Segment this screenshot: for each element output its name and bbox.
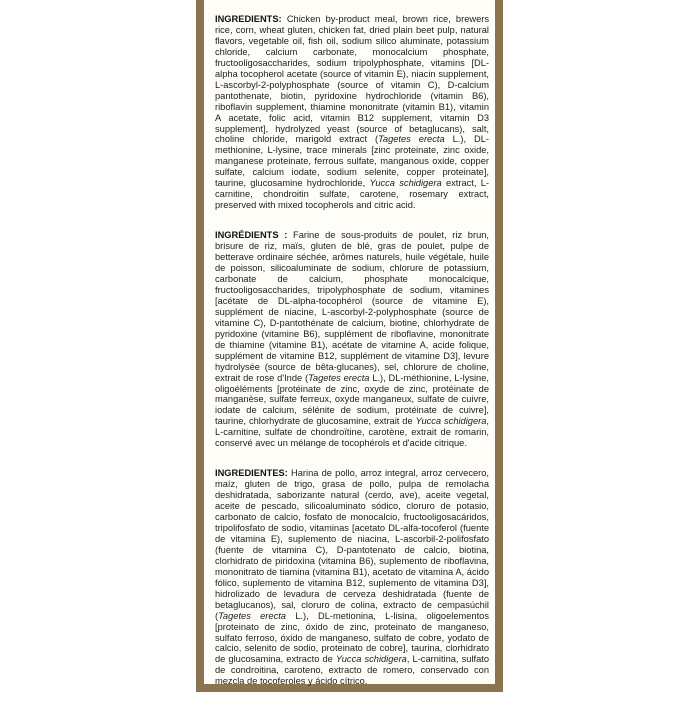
scientific-name: Yucca schidigera — [415, 416, 487, 427]
ingredient-text: Harina de pollo, arroz integral, arroz cervecero, maíz, gluten de trigo, grasa de pollo, pulpa de remolacha deshidratada, saborizante natural (cerdo, ave), aceite vegetal, aceite de pescado, silicoaluminato sódico, cloruro de potasio, carbonato de calcio, fosfato de monocalcio, fructooligosacáridos, tripolifosfato de sodio, vitaminas [acetato DL-alfa-tocoferol (fuente de vitamina E), suplemento de niacina, L-ascorbil-2-polifosfato (fuente de vitamina C), D-pantotenato de calcio, biotina, clorhidrato de piridoxina (vitamina B6), suplemento de riboflavina, mononitrato de tiamina (vitamina B1), acetato de vitamina A, ácido fólico, suplemento de vitamina B12, suplemento de vitamina D3], hidrolizado de levadura de cerveza deshidratada (fuente de betaglucanos), sal, cloruro de colina, extracto de cempasúchil ( — [215, 468, 489, 621]
ingredient-text: L.), DL-méthionine, L-lysine, oligoéléments [protéinate de zinc, oxyde de zinc, protéinate de manganèse, sulfate ferreux, oxyde manganeux, sulfate de cuivre, iodate de calcium, sélénite de sodium, protéinate de cuivre], taurine, chlorhydrate de glucosamine, extrait de — [215, 372, 489, 427]
section-heading: INGREDIENTS: — [215, 14, 282, 24]
section-heading: INGRÉDIENTS : — [215, 230, 288, 241]
ingredient-text: , L-carnitine, sulfate de chondroïtine, carotène, extrait de romarin, conservé avec un mélange de tocophérols et d'acide citrique. — [215, 416, 489, 449]
scientific-name: Tagetes erecta — [308, 372, 370, 383]
ingredient-text: , L-carnitina, sulfato de condroitina, caroteno, extracto de romero, conservado con mezcla de tocoferoles y ácido cítrico. — [215, 654, 489, 687]
scientific-name: Yucca schidigera — [369, 178, 442, 189]
scientific-name: Tagetes erecta — [378, 134, 445, 145]
ingredients-french — [215, 230, 489, 449]
ingredient-text: L.), DL-methionine, L-lysine, trace minerals [zinc proteinate, zinc oxide, manganese proteinate, ferrous sulfate, manganous oxide, copper sulfate, calcium iodate, sodium selenite, copper proteinate], taurine, glucosamine hydrochloride, — [215, 134, 489, 189]
ingredients-english — [215, 14, 489, 211]
ingredient-text: Chicken by-product meal, brown rice, brewers rice, corn, wheat gluten, chicken fat, dried plain beet pulp, natural flavors, vegetable oil, fish oil, sodium silico aluminate, potassium chloride, calcium carbonate, monocalcium phosphate, fructooligosaccharides, sodium tripolyphosphate, vitamins [DL-alpha tocopherol acetate (source of vitamin E), niacin supplement, L-ascorbyl-2-polyphosphate (source of vitamin C), D-calcium pantothenate, biotin, pyridoxine hydrochloride (vitamin B6), riboflavin supplement, thiamine mononitrate (vitamin B1), vitamin A acetate, folic acid, vitamin B12 supplement, vitamin D3 supplement], hydrolyzed yeast (source of betaglucans), salt, choline chloride, marigold extract ( — [215, 14, 489, 145]
scientific-name: Yucca schidigera — [335, 654, 407, 665]
ingredient-text: Farine de sous-produits de poulet, riz brun, brisure de riz, maïs, gluten de blé, gras de poulet, pulpe de betterave ordinaire séchée, arômes naturels, huile végétale, huile de poisson, silicoaluminate de sodium, chlorure de potassium, carbonate de calcium, phosphate monocalcique, fructooligosaccharides, tripolyphosphate de sodium, vitamines [acétate de DL-alpha-tocophérol (source de vitamine E), supplément de niacine, L-ascorbyl-2-polyphosphate (source de vitamine C), D-pantothénate de calcium, biotine, chlorhydrate de pyridoxine (vitamine B6), supplément de riboflavine, mononitrate de thiamine (vitamine B1), acétate de vitamine A, acide folique, supplément de vitamine B12, supplément de vitamine D3], levure hydrolysée (source de bêta-glucanes), sel, chlorure de choline, extrait de rose d'Inde ( — [215, 230, 490, 383]
ingredient-text: extract, L-carnitine, chondroitin sulfate, carotene, rosemary extract, preserved with mixed tocopherols and citric acid. — [215, 178, 489, 211]
ingredient-text: L.), DL-metionina, L-lisina, oligoelementos [proteinato de zinc, óxido de zinc, proteinato de manganeso, sulfato ferroso, óxido de manganeso, sulfato de cobre, yodato de calcio, selenito de sodio, proteinato de cobre], taurina, clorhidrato de glucosamina, extracto de — [215, 610, 489, 665]
ingredient-label-content — [215, 14, 489, 706]
scientific-name: Tagetes erecta — [218, 610, 286, 621]
ingredient-label-panel — [196, 0, 503, 692]
ingredients-spanish — [215, 468, 489, 687]
section-heading: INGREDIENTES: — [215, 468, 288, 479]
